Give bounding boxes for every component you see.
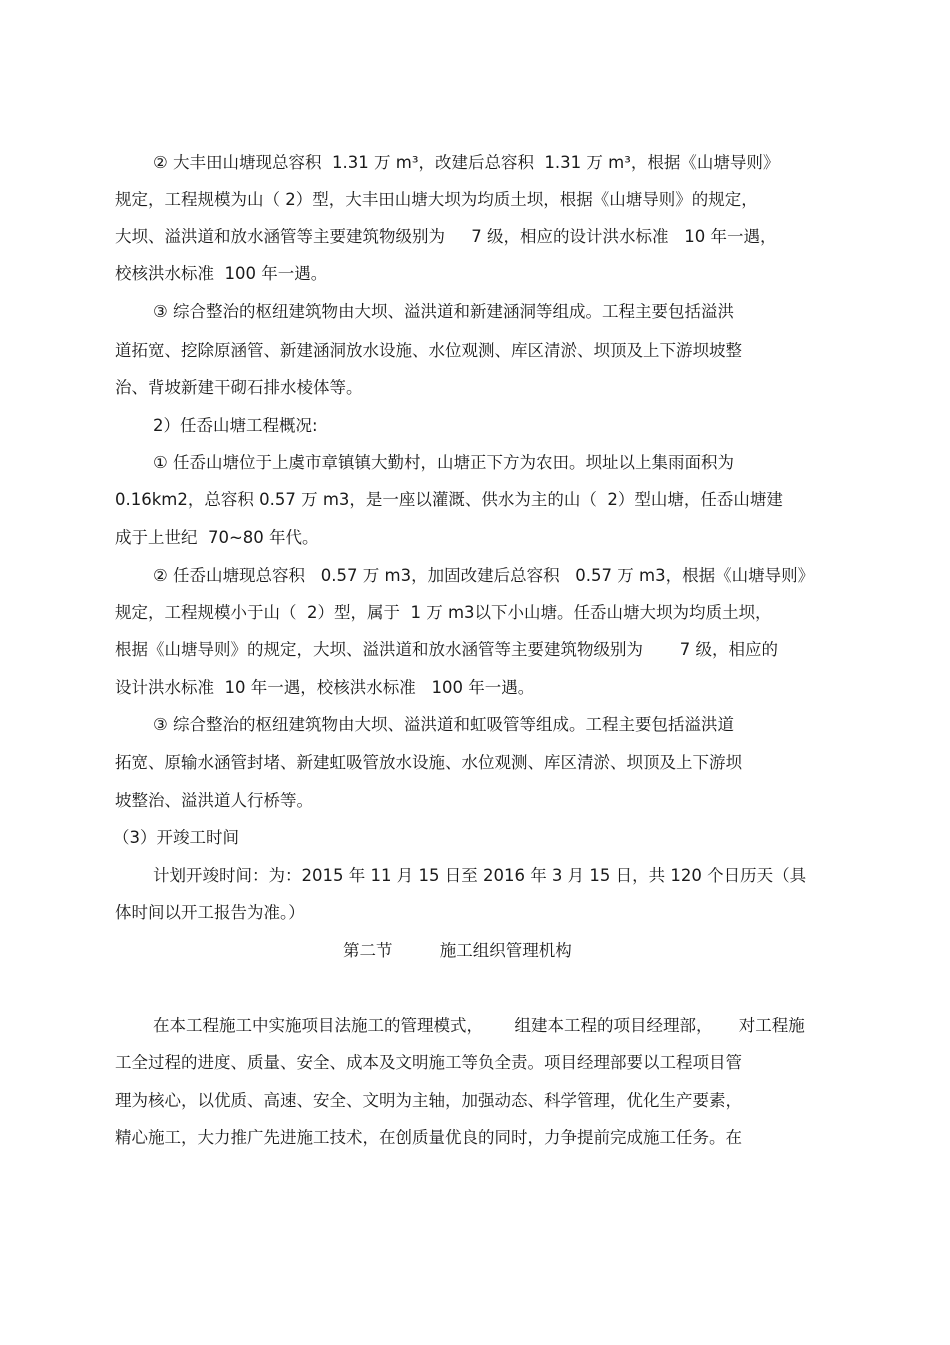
text-line: 治、背坡新建干砌石排水棱体等。	[115, 378, 363, 397]
text-line: 道拓宽、挖除原涵管、新建涵洞放水设施、水位观测、库区清淤、坝顶及上下游坝坡整	[115, 341, 742, 360]
text-line: ③ 综合整治的枢纽建筑物由大坝、溢洪道和虹吸管等组成。工程主要包括溢洪道	[153, 715, 735, 734]
text-line: 设计洪水标准 10 年一遇，校核洪水标准 100 年一遇。	[115, 678, 535, 697]
text-line: 在本工程施工中实施项目法施工的管理模式， 组建本工程的项目经理部， 对工程施	[153, 1016, 805, 1035]
section-subheading: 2）任岙山塘工程概况:	[153, 416, 318, 435]
text-line: 理为核心，以优质、高速、安全、文明为主轴，加强动态、科学管理，优化生产要素，	[115, 1091, 742, 1110]
text-line: ③ 综合整治的枢纽建筑物由大坝、溢洪道和新建涵洞等组成。工程主要包括溢洪	[153, 302, 735, 321]
text-line: ① 任岙山塘位于上虞市章镇镇大勤村，山塘正下方为农田。坝址以上集雨面积为	[153, 453, 735, 472]
section-subheading: （3）开竣工时间	[113, 828, 239, 847]
text-line: ② 任岙山塘现总容积 0.57 万 m3，加固改建后总容积 0.57 万 m3，根据《山塘导则》	[153, 566, 815, 585]
text-line: 根据《山塘导则》的规定，大坝、溢洪道和放水涵管等主要建筑物级别为 7 级，相应的	[115, 640, 778, 659]
text-line: ② 大丰田山塘现总容积 1.31 万 m³，改建后总容积 1.31 万 m³，根据《山塘导则》	[153, 153, 780, 172]
text-line: 成于上世纪 70~80 年代。	[115, 528, 319, 547]
text-line: 规定，工程规模小于山（ 2）型，属于 1 万 m3以下小山塘。任岙山塘大坝为均质土坝，	[115, 603, 772, 622]
text-line: 坡整治、溢洪道人行桥等。	[115, 791, 313, 810]
text-line: 体时间以开工报告为准。）	[115, 903, 305, 922]
text-line: 大坝、溢洪道和放水涵管等主要建筑物级别为 7 级，相应的设计洪水标准 10 年一遇，	[115, 227, 777, 246]
text-line: 精心施工，大力推广先进施工技术，在创质量优良的同时，力争提前完成施工任务。在	[115, 1128, 742, 1147]
text-line: 工全过程的进度、质量、安全、成本及文明施工等负全责。项目经理部要以工程项目管	[115, 1053, 742, 1072]
text-line: 0.16km2，总容积 0.57 万 m3，是一座以灌溉、供水为主的山（ 2）型山塘，任岙山塘建	[115, 490, 783, 509]
section-heading: 第二节 施工组织管理机构	[343, 941, 572, 960]
text-line: 拓宽、原输水涵管封堵、新建虹吸管放水设施、水位观测、库区清淤、坝顶及上下游坝	[115, 753, 742, 772]
text-line: 校核洪水标准 100 年一遇。	[115, 264, 328, 283]
text-line: 计划开竣时间：为：2015 年 11 月 15 日至 2016 年 3 月 15 日，共 120 个日历天（具	[153, 866, 807, 885]
text-line: 规定，工程规模为山（ 2）型，大丰田山塘大坝为均质土坝，根据《山塘导则》的规定，	[115, 190, 758, 209]
